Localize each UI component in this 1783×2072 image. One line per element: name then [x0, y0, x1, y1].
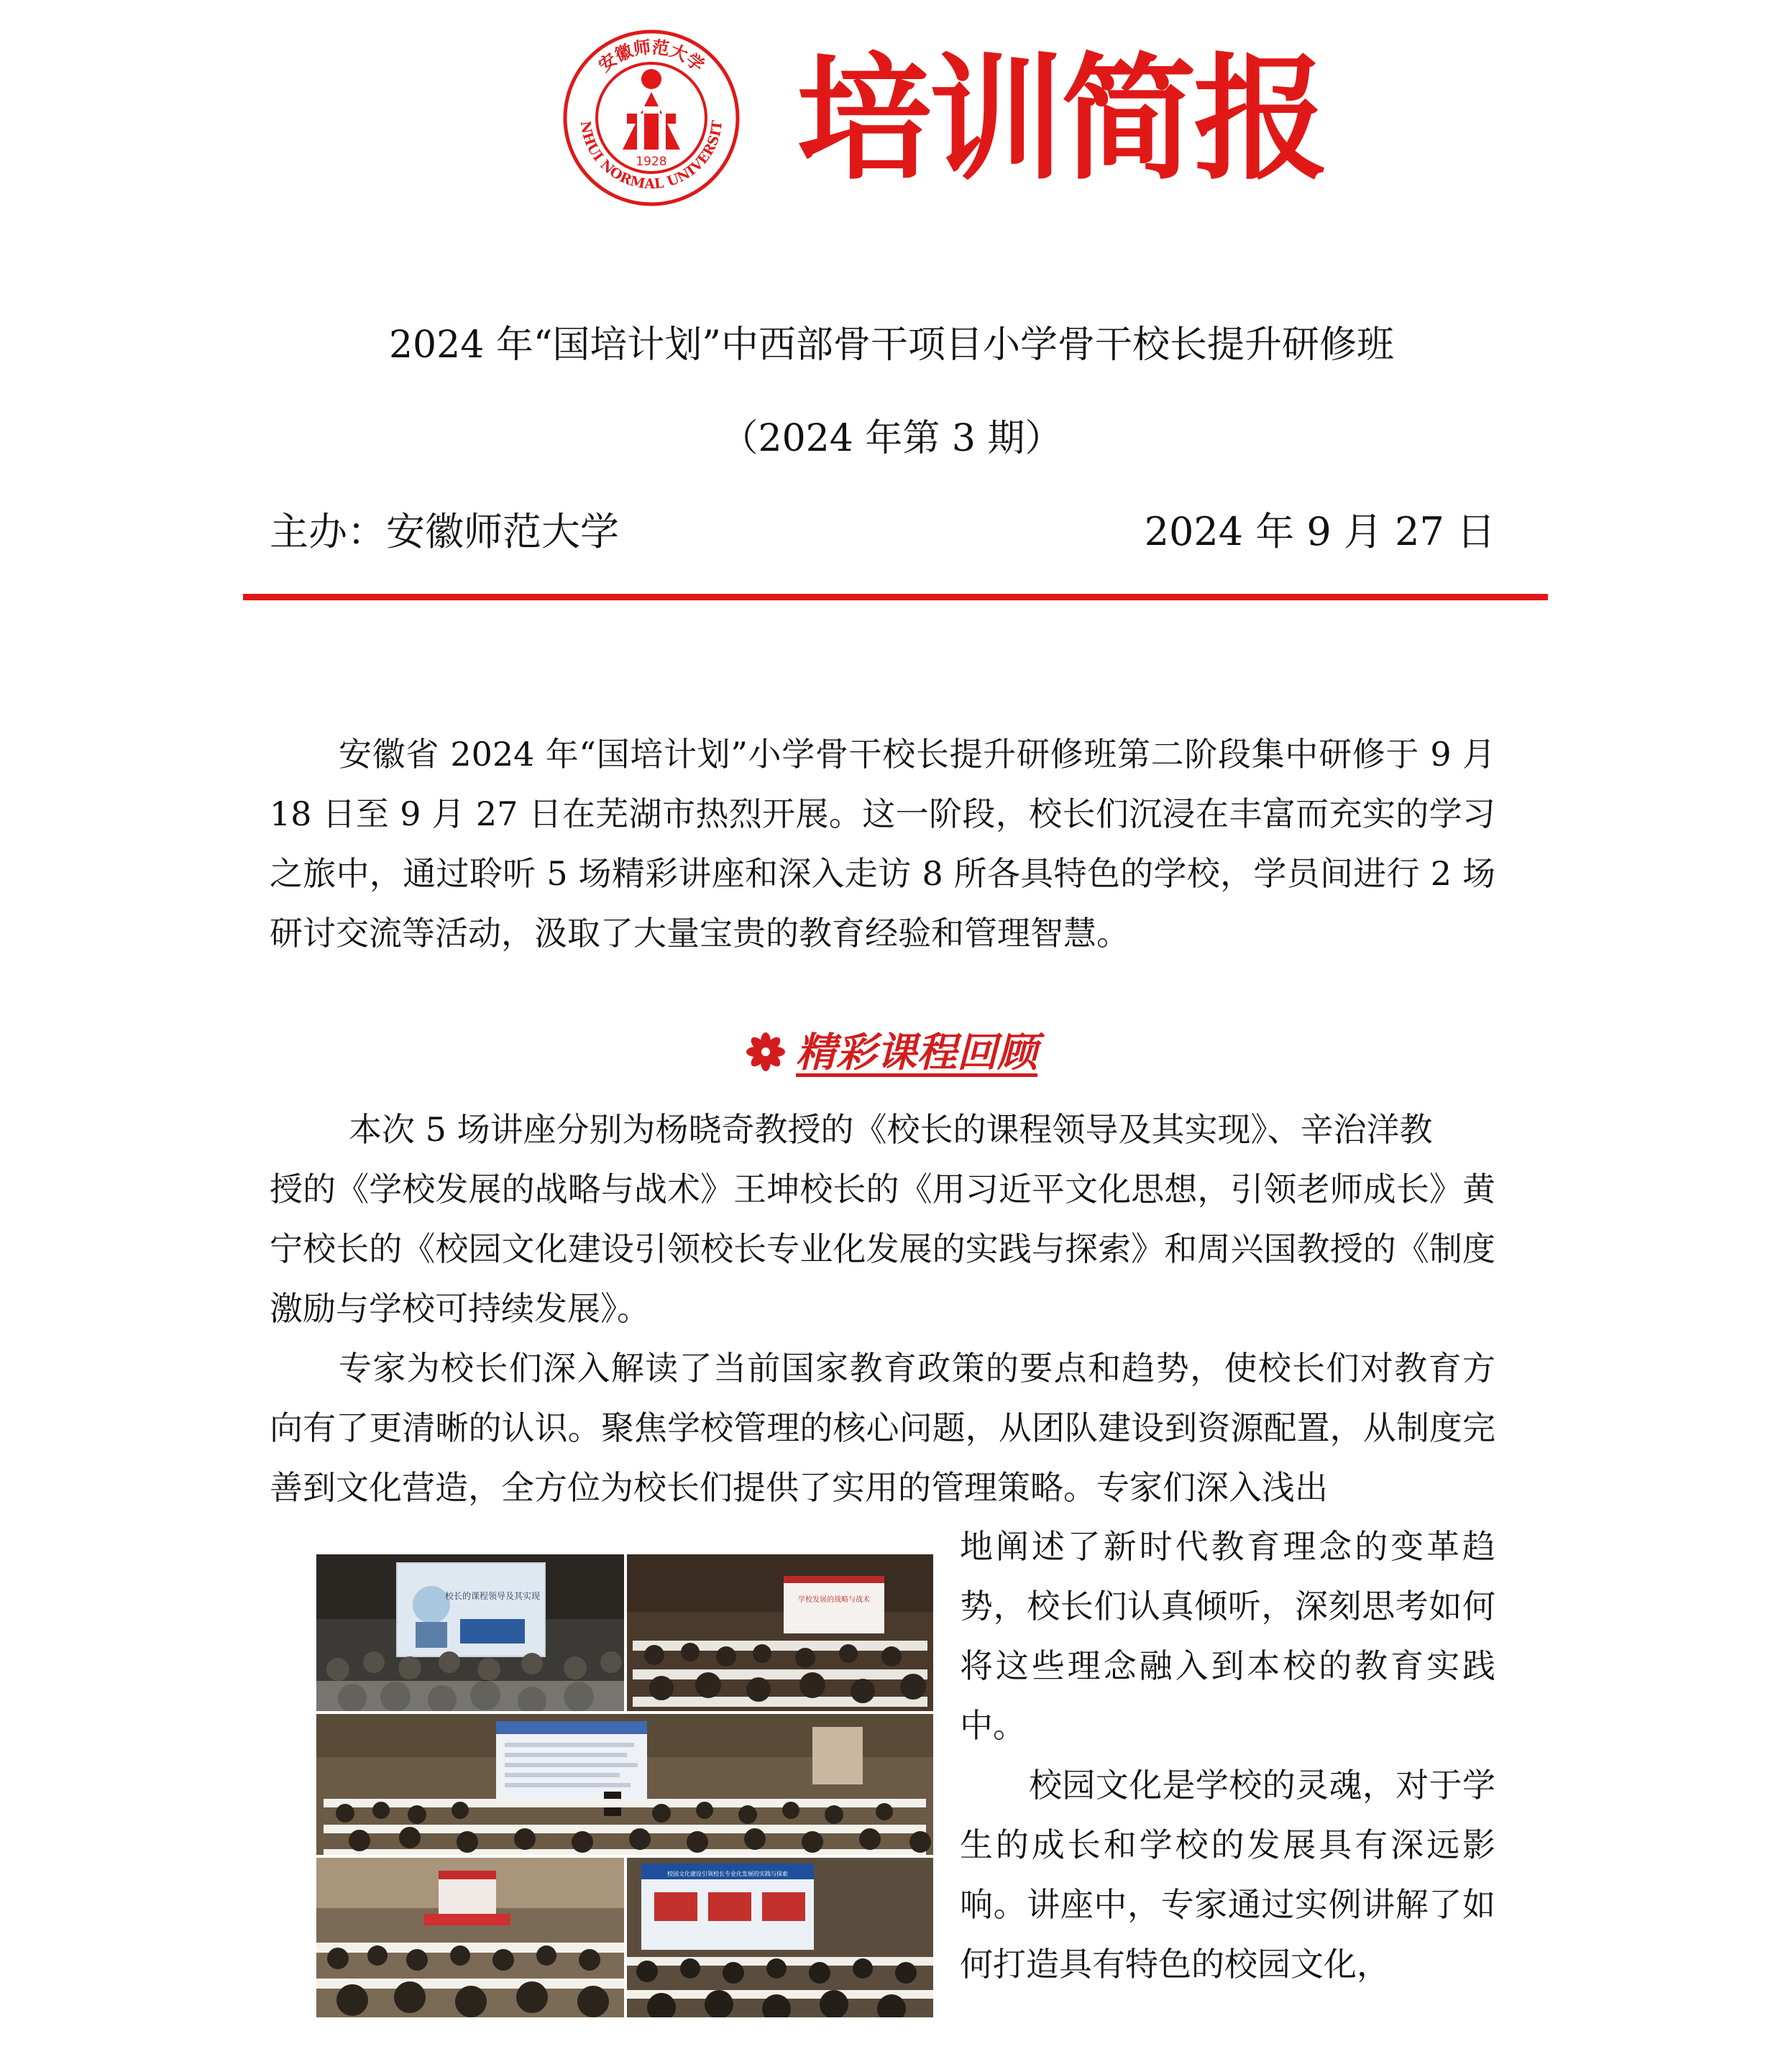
photo-lecture-5 — [627, 1858, 933, 2017]
organizer: 主办：安徽师范大学 — [270, 509, 619, 554]
section-heading — [0, 1021, 1783, 1086]
photo-lecture-1 — [316, 1554, 624, 1715]
lectures-first-line: 本次 5 场讲座分别为杨晓奇教授的《校长的课程领导及其实现》、辛治洋教 — [349, 1110, 1433, 1149]
university-seal-icon — [562, 29, 741, 207]
flower-bullet-icon — [746, 1032, 786, 1072]
side-paragraph-2: 校园文化是学校的灵魂，对于学生的成长和学校的发展具有深远影响。讲座中，专家通过实例讲解了如何打造具有特色的校园文化， — [960, 1766, 1495, 1984]
photo-lecture-3 — [316, 1714, 933, 1855]
intro-paragraph: 安徽省 2024 年“国培计划”小学骨干校长提升研修班第二阶段集中研修于 9 月 18 日至 9 月 27 日在芜湖市热烈开展。这一阶段，校长们沉浸在丰富而充实的学习之旅中，通过聆听 5 场精彩讲座和深入走访 8 所各具特色的学校，学员间进行 2 场研讨交流等活动，汲取了大量宝贵的教育经验和管理智慧。 — [270, 735, 1495, 953]
issue-title: 2024 年“国培计划”中西部骨干项目小学骨干校长提升研修班 — [388, 324, 1395, 367]
section-heading-text: 精彩课程回顾 — [796, 1030, 1037, 1076]
lectures-paragraph — [270, 1100, 1495, 1339]
seal-text-cn: 安徽师范大学 — [594, 36, 709, 76]
issue-number: （2024 年第 3 期） — [720, 417, 1063, 460]
university-logo — [562, 29, 741, 207]
brief-title: 培训简报 — [797, 41, 1326, 198]
seal-text-en: NHUI NORMAL UNIVERSIT — [577, 119, 726, 193]
photo-lecture-2 — [627, 1554, 933, 1711]
slide-2-title: 学校发展的战略与战术 — [798, 1596, 870, 1604]
side-paragraph-1: 地阐述了新时代教育理念的变革趋势，校长们认真倾听，深刻思考如何将这些理念融入到本校的教育实践中。 — [960, 1527, 1495, 1745]
slide-1-title: 校长的课程领导及其实现 — [444, 1591, 541, 1601]
lecture-photo-collage — [316, 1554, 933, 2017]
lectures-rest: 授的《学校发展的战略与战术》王坤校长的《用习近平文化思想，引领老师成长》黄宁校长的《校园文化建设引领校长专业化发展的实践与探索》和周兴国教授的《制度激励与学校可持续发展》。 — [270, 1170, 1495, 1328]
expert-paragraph: 专家为校长们深入解读了当前国家教育政策的要点和趋势，使校长们对教育方向有了更清晰的认识。聚焦学校管理的核心问题，从团队建设到资源配置，从制度完善到文化营造，全方位为校长们提供了实用的管理策略。专家们深入浅出 — [270, 1349, 1495, 1507]
issue-date: 2024 年 9 月 27 日 — [1144, 509, 1495, 554]
header-divider — [243, 594, 1548, 600]
slide-4-title: 校园文化建设引领校长专业化发展的实践与探索 — [667, 1871, 788, 1877]
seal-year: 1928 — [636, 155, 667, 169]
photo-lecture-4 — [316, 1858, 624, 2017]
